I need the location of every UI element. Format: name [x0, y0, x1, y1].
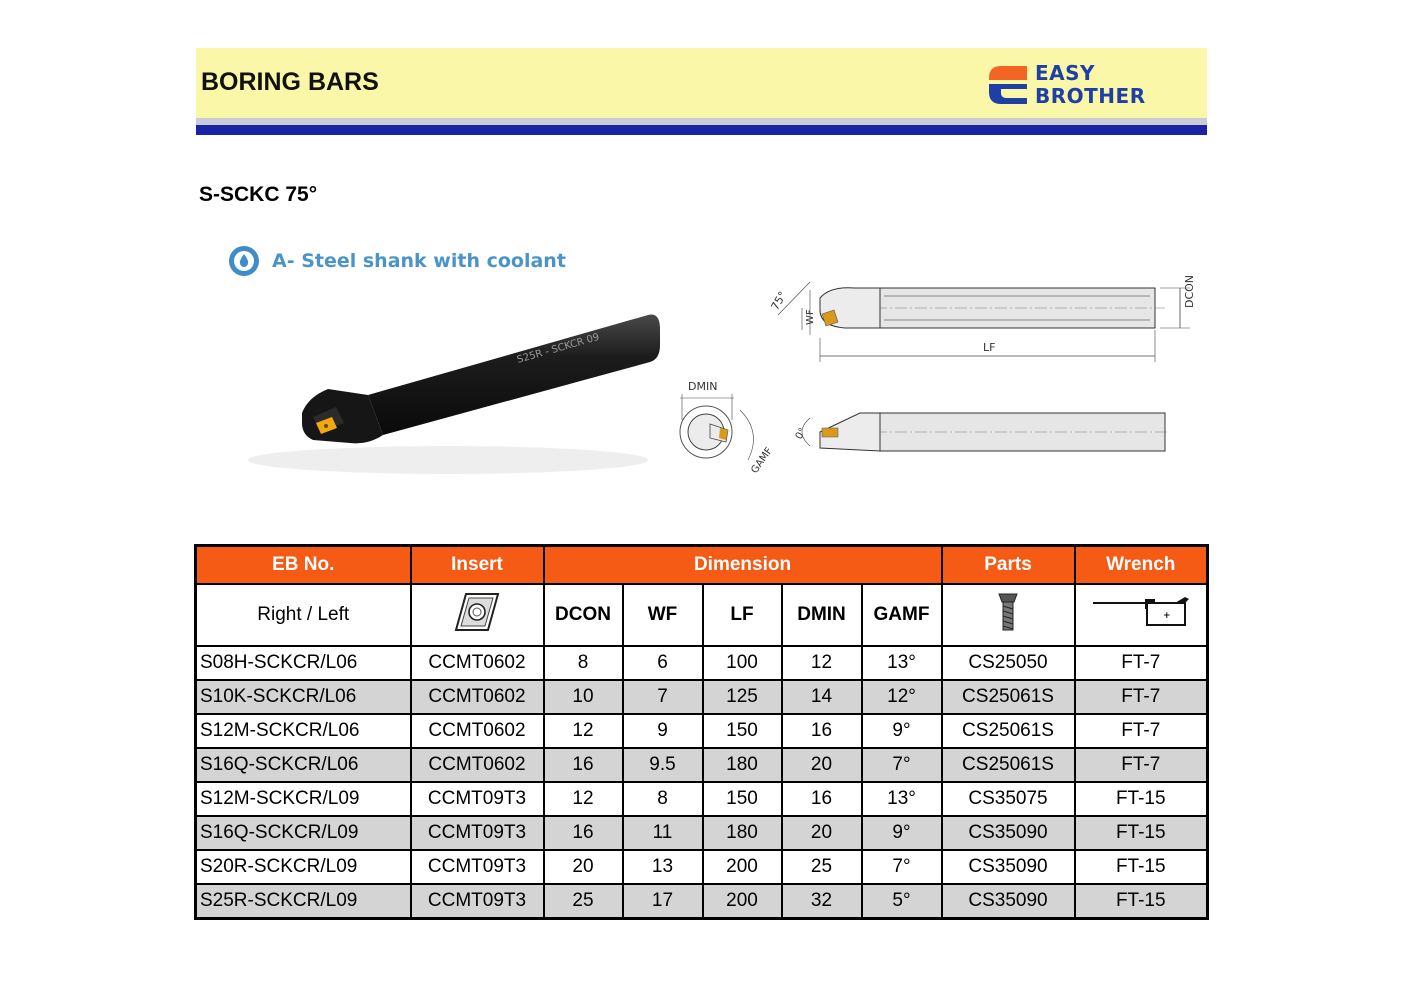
cell-insert: CCMT0602 [411, 714, 544, 748]
bar-engraving: S25R - SCKCR 09 [515, 331, 601, 366]
cell-wrench: FT-7 [1075, 646, 1208, 680]
cell-parts: CS35090 [942, 850, 1075, 884]
cell-dcon: 16 [544, 748, 623, 782]
cell-dcon: 12 [544, 714, 623, 748]
subheader-dmin: DMIN [782, 584, 862, 646]
cell-gamf: 13° [862, 782, 942, 816]
cell-dcon: 10 [544, 680, 623, 714]
cell-dmin: 20 [782, 748, 862, 782]
logo-text-brother: BROTHER [1035, 84, 1146, 108]
cell-gamf: 7° [862, 850, 942, 884]
cell-wrench: FT-7 [1075, 714, 1208, 748]
logo-mark-icon [987, 62, 1033, 108]
cell-dcon: 12 [544, 782, 623, 816]
table-row [196, 884, 1208, 919]
svg-text:+: + [1162, 611, 1171, 621]
cell-gamf: 9° [862, 816, 942, 850]
subheader-lf: LF [703, 584, 782, 646]
gamf-label: GAMF [749, 445, 775, 476]
cell-insert: CCMT0602 [411, 646, 544, 680]
cell-eb-no: S12M-SCKCR/L06 [196, 714, 411, 748]
cell-lf: 150 [703, 714, 782, 748]
subheader-insert-icon-cell [411, 584, 544, 646]
cell-parts: CS35090 [942, 816, 1075, 850]
table-header-row [196, 546, 1208, 585]
subheader-wf: WF [623, 584, 703, 646]
subheader-parts-icon-cell [942, 584, 1075, 646]
cell-wf: 11 [623, 816, 703, 850]
product-subtitle: S-SCKC 75° [199, 183, 318, 206]
cell-lf: 100 [703, 646, 782, 680]
cell-wf: 7 [623, 680, 703, 714]
cell-eb-no: S12M-SCKCR/L09 [196, 782, 411, 816]
cell-dcon: 16 [544, 816, 623, 850]
lf-label: LF [983, 341, 996, 354]
cell-insert: CCMT09T3 [411, 884, 544, 919]
cell-lf: 125 [703, 680, 782, 714]
feature-label: A- Steel shank with coolant [272, 250, 566, 272]
spec-table [194, 544, 1209, 920]
subheader-gamf: GAMF [862, 584, 942, 646]
cell-dmin: 12 [782, 646, 862, 680]
header-dimension: Dimension [544, 546, 942, 585]
cell-parts: CS25050 [942, 646, 1075, 680]
cell-eb-no: S16Q-SCKCR/L09 [196, 816, 411, 850]
cell-wf: 9.5 [623, 748, 703, 782]
cell-wf: 17 [623, 884, 703, 919]
cell-dmin: 20 [782, 816, 862, 850]
cell-parts: CS25061S [942, 748, 1075, 782]
cell-gamf: 13° [862, 646, 942, 680]
table-row [196, 714, 1208, 748]
cell-parts: CS35075 [942, 782, 1075, 816]
dmin-label: DMIN [688, 380, 718, 393]
table-row [196, 782, 1208, 816]
cell-eb-no: S25R-SCKCR/L09 [196, 884, 411, 919]
cell-lf: 200 [703, 884, 782, 919]
table-subheader-row [196, 584, 1208, 646]
wrench-icon [1091, 595, 1191, 629]
table-row [196, 646, 1208, 680]
angle-label: 75° [768, 289, 790, 313]
cell-eb-no: S16Q-SCKCR/L06 [196, 748, 411, 782]
logo-text-easy: EASY [1035, 61, 1096, 85]
header-wrench: Wrench [1075, 546, 1208, 585]
cell-insert: CCMT09T3 [411, 816, 544, 850]
cell-insert: CCMT09T3 [411, 782, 544, 816]
cell-parts: CS25061S [942, 714, 1075, 748]
header-divider-gray [196, 118, 1207, 125]
cell-wrench: FT-7 [1075, 680, 1208, 714]
cell-eb-no: S10K-SCKCR/L06 [196, 680, 411, 714]
cell-gamf: 5° [862, 884, 942, 919]
cell-wrench: FT-15 [1075, 782, 1208, 816]
cell-dmin: 14 [782, 680, 862, 714]
cell-wf: 6 [623, 646, 703, 680]
cell-parts: CS25061S [942, 680, 1075, 714]
screw-icon [996, 590, 1020, 634]
insert-icon [452, 591, 502, 633]
table-row [196, 816, 1208, 850]
page-title: BORING BARS [201, 68, 379, 96]
cell-lf: 180 [703, 748, 782, 782]
subheader-wrench-icon-cell [1075, 584, 1208, 646]
cell-wf: 9 [623, 714, 703, 748]
header-parts: Parts [942, 546, 1075, 585]
table-row [196, 850, 1208, 884]
cell-dmin: 25 [782, 850, 862, 884]
subheader-dcon: DCON [544, 584, 623, 646]
cell-gamf: 9° [862, 714, 942, 748]
cell-lf: 200 [703, 850, 782, 884]
cell-lf: 180 [703, 816, 782, 850]
cell-dmin: 16 [782, 782, 862, 816]
cell-insert: CCMT0602 [411, 680, 544, 714]
end-view-drawing [680, 380, 775, 476]
feature-badge [228, 245, 566, 277]
cell-parts: CS35090 [942, 884, 1075, 919]
cell-insert: CCMT0602 [411, 748, 544, 782]
cell-eb-no: S20R-SCKCR/L09 [196, 850, 411, 884]
brand-logo [987, 62, 1162, 108]
cell-wf: 8 [623, 782, 703, 816]
cell-dcon: 25 [544, 884, 623, 919]
subheader-right-left: Right / Left [196, 584, 411, 646]
cell-dcon: 20 [544, 850, 623, 884]
technical-drawings [670, 270, 1200, 480]
table-body [196, 646, 1208, 919]
cell-wrench: FT-15 [1075, 850, 1208, 884]
wf-label: WF [805, 309, 816, 325]
coolant-drop-icon [228, 245, 260, 277]
cell-lf: 150 [703, 782, 782, 816]
cell-wf: 13 [623, 850, 703, 884]
cell-gamf: 12° [862, 680, 942, 714]
dcon-label: DCON [1183, 274, 1196, 308]
cell-wrench: FT-15 [1075, 816, 1208, 850]
header-divider-blue [196, 125, 1207, 135]
cell-dmin: 16 [782, 714, 862, 748]
table-row [196, 680, 1208, 714]
header-insert: Insert [411, 546, 544, 585]
cell-dcon: 8 [544, 646, 623, 680]
cell-wrench: FT-15 [1075, 884, 1208, 919]
side-view-drawing [794, 413, 1170, 451]
header-eb-no: EB No. [196, 546, 411, 585]
cell-eb-no: S08H-SCKCR/L06 [196, 646, 411, 680]
top-view-drawing [769, 275, 1197, 362]
cell-dmin: 32 [782, 884, 862, 919]
cell-insert: CCMT09T3 [411, 850, 544, 884]
cell-gamf: 7° [862, 748, 942, 782]
zero-angle-label: 0° [793, 426, 809, 442]
boring-bar-photo [218, 285, 668, 495]
cell-wrench: FT-7 [1075, 748, 1208, 782]
table-row [196, 748, 1208, 782]
